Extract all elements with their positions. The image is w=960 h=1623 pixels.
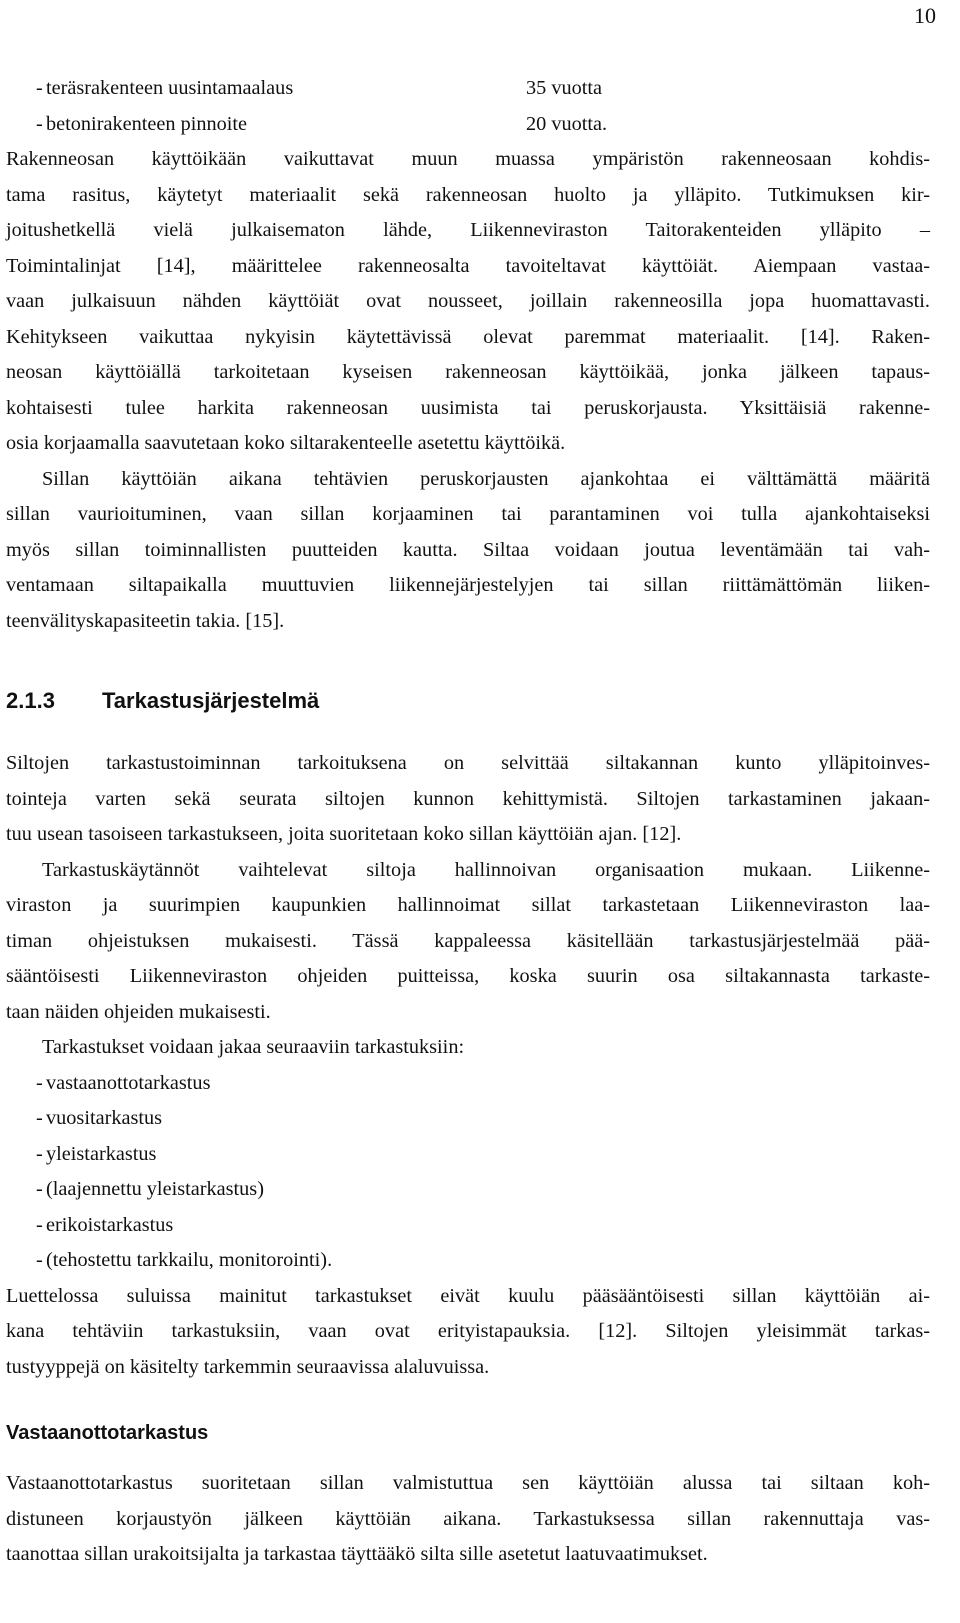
text-line: Kehitykseen vaikuttaa nykyisin käytettävissä olevat paremmat materiaalit. [14]. Raken- <box>6 325 930 348</box>
subsection-heading: Vastaanottotarkastus <box>6 1422 209 1444</box>
text-line: tointeja varten sekä seurata siltojen kunnon kehittymistä. Siltojen tarkastaminen jakaan- <box>6 787 930 810</box>
section-number: 2.1.3 <box>6 688 55 713</box>
list-item-value: 35 vuotta <box>526 77 603 99</box>
text-line: tuu usean tasoiseen tarkastukseen, joita suoritetaan koko sillan käyttöiän ajan. [12]. <box>6 823 682 845</box>
list-item-label: vastaanottotarkastus <box>46 1071 211 1094</box>
list-item <box>6 71 930 107</box>
paragraph <box>6 1466 930 1573</box>
text-line: taanottaa sillan urakoitsijalta ja tarkastaa täyttääkö silta sille asetetut laatuvaatimukset. <box>6 1543 708 1565</box>
text-line: kohtaisesti tulee harkita rakenneosan uusimista tai peruskorjausta. Yksittäisiä rakenne- <box>6 396 930 419</box>
list-dash: - <box>36 1071 43 1094</box>
inspection-list <box>6 1066 930 1279</box>
list-item <box>6 1208 930 1244</box>
text-line: Sillan käyttöiän aikana tehtävien peruskorjausten ajankohtaa ei välttämättä määritä <box>42 467 930 490</box>
text-line: myös sillan toiminnallisten puutteiden kautta. Siltaa voidaan joutua leventämään tai vah- <box>6 538 930 561</box>
list-item-label: betonirakenteen pinnoite <box>46 112 248 135</box>
paragraph <box>6 142 930 462</box>
text-line: ventamaan siltapaikalla muuttuvien liikennejärjestelyjen tai sillan riittämättömän liiken- <box>6 574 930 596</box>
list-item <box>6 1172 930 1208</box>
text-line: taan näiden ohjeiden mukaisesti. <box>6 1000 271 1023</box>
text-line: distuneen korjaustyön jälkeen käyttöiän aikana. Tarkastuksessa sillan rakennuttaja vas- <box>6 1507 930 1530</box>
text-line: tustyyppejä on käsitelty tarkemmin seuraavissa alaluvuissa. <box>6 1355 490 1378</box>
text-line: joitushetkellä vielä julkaisematon lähde, Liikenneviraston Taitorakenteiden ylläpito – <box>6 219 930 241</box>
text-line: sillan vaurioituminen, vaan sillan korjaaminen tai parantaminen voi tulla ajankohtaiseksi <box>6 503 930 525</box>
list-dash: - <box>36 112 43 135</box>
list-dash: - <box>36 77 43 99</box>
text-line: vaan julkaisuun nähden käyttöiät ovat nousseet, joillain rakenneosilla jopa huomattavasti. <box>6 290 930 312</box>
list-item-label: yleistarkastus <box>46 1142 157 1165</box>
text-line: Vastaanottotarkastus suoritetaan sillan valmistuttua sen käyttöiän alussa tai siltaan koh- <box>6 1472 930 1494</box>
body-block-1 <box>6 71 930 639</box>
list-dash: - <box>36 1249 43 1271</box>
paragraph <box>6 746 930 853</box>
text-line: tama rasitus, käytetyt materiaalit sekä rakenneosan huolto ja ylläpito. Tutkimuksen kir- <box>6 183 930 206</box>
text-line: sääntöisesti Liikenneviraston ohjeiden puitteissa, koska suurin osa siltakannasta tarkaste- <box>6 965 930 987</box>
list-item-label: teräsrakenteen uusintamaalaus <box>46 77 294 99</box>
paragraph <box>6 1030 930 1066</box>
text-line: Siltojen tarkastustoiminnan tarkoituksena on selvittää siltakannan kunto ylläpitoinves- <box>6 752 930 774</box>
list-item-label: (tehostettu tarkkailu, monitorointi). <box>46 1249 333 1271</box>
text-line: timan ohjeistuksen mukaisesti. Tässä kappaleessa käsitellään tarkastusjärjestelmää pää- <box>6 929 930 952</box>
text-line: kana tehtäviin tarkastuksiin, vaan ovat erityistapauksia. [12]. Siltojen yleisimmät tarkas- <box>6 1320 930 1342</box>
list-dash: - <box>36 1107 43 1129</box>
section-title: Tarkastusjärjestelmä <box>102 688 320 713</box>
text-line: Toimintalinjat [14], määrittelee rakenneosalta tavoiteltavat käyttöiät. Aiempaan vastaa- <box>6 254 930 277</box>
list-item-label: vuositarkastus <box>46 1107 163 1129</box>
list-item-label: (laajennettu yleistarkastus) <box>46 1178 264 1200</box>
text-line: viraston ja suurimpien kaupunkien hallinnoimat sillat tarkastetaan Liikenneviraston laa- <box>6 894 930 916</box>
text-line: neosan käyttöiällä tarkoitetaan kyseisen rakenneosan käyttöikää, jonka jälkeen tapaus- <box>6 361 930 383</box>
body-block-3 <box>6 1466 930 1573</box>
list-dash: - <box>36 1142 43 1165</box>
text-line: Rakenneosan käyttöikään vaikuttavat muun muassa ympäristön rakenneosaan kohdis- <box>6 148 930 170</box>
text-line: osia korjaamalla saavutetaan koko siltarakenteelle asetettu käyttöikä. <box>6 432 566 454</box>
list-item-label: erikoistarkastus <box>46 1213 174 1236</box>
list-item-value: 20 vuotta. <box>526 112 608 135</box>
paragraph <box>6 1279 930 1386</box>
paragraph <box>6 462 930 640</box>
list-dash: - <box>36 1213 43 1236</box>
list-item <box>6 1101 930 1137</box>
body-block-2 <box>6 746 930 1385</box>
page-number: 10 <box>914 3 936 28</box>
text-line: Tarkastukset voidaan jakaa seuraaviin tarkastuksiin: <box>42 1036 465 1058</box>
text-line: teenvälityskapasiteetin takia. [15]. <box>6 609 285 632</box>
text-line: Luettelossa suluissa mainitut tarkastukset eivät kuulu pääsääntöisesti sillan käyttöiän ai- <box>6 1284 930 1307</box>
list-item <box>6 1243 930 1279</box>
list-item <box>6 1066 930 1102</box>
list-dash: - <box>36 1178 43 1200</box>
list-item <box>6 1137 930 1173</box>
paragraph <box>6 853 930 1031</box>
list-item <box>6 107 930 143</box>
section-heading <box>6 686 319 716</box>
text-line: Tarkastuskäytännöt vaihtelevat siltoja hallinnoivan organisaation mukaan. Liikenne- <box>42 858 930 881</box>
